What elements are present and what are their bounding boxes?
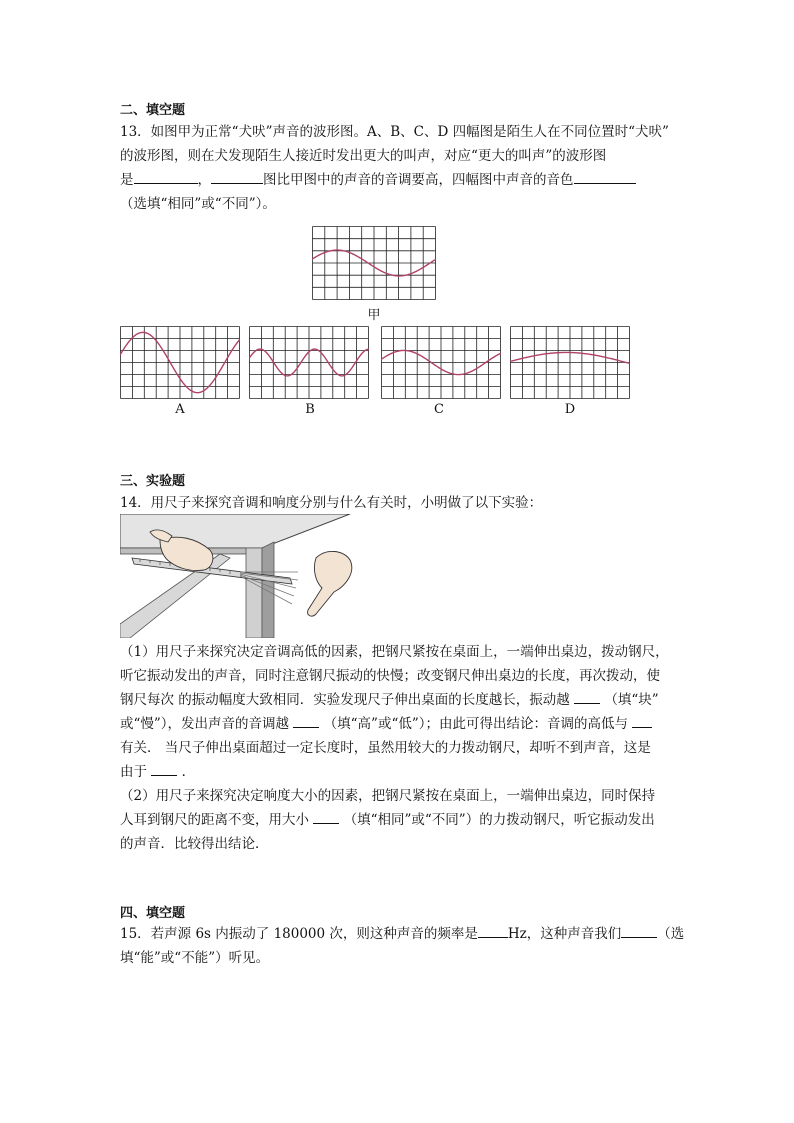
waveform-a-label: A [175,402,185,417]
q14-p1-line4: 或“慢”），发出声音的音调越 （填“高”或“低”）；由此可得出结论：音调的高低与 [120,715,652,733]
answer-blank[interactable] [574,691,600,704]
answer-blank[interactable] [478,925,508,938]
grid-lines [313,227,436,300]
waveform-main-label: 甲 [367,308,381,323]
answer-blank[interactable] [134,171,198,184]
q14-p1-line3: 钢尺每次 的振动幅度大致相同．实验发现尺子伸出桌面的长度越长，振动越 （填“块” [120,692,659,708]
grid-lines [250,327,369,399]
answer-blank[interactable] [574,171,636,184]
q13-line1: 13．如图甲为正常“犬吠”声音的波形图。A、B、C、D 四幅图是陌生人在不同位置时“犬吠” [120,124,669,140]
q15-line1: 15．若声源 6s 内振动了 180000 次，则这种声音的频率是 Hz，这种声音我们 （选 [120,926,685,942]
q13-line4: （选填“相同”或“不同”）。 [120,196,276,212]
answer-blank[interactable] [151,763,177,776]
grid-lines [382,327,501,399]
q13-line3: 是 ， 图比甲图中的声音的音调要高，四幅图中声音的音色 [120,171,636,189]
waveform-c [381,326,501,399]
waveform-a [120,326,240,399]
q14-p2-line1: （2）用尺子来探究决定响度大小的因素，把钢尺紧按在桌面上，一端伸出桌边，同时保持 [120,788,656,804]
waveform-b-label: B [305,402,315,417]
answer-blank[interactable] [632,715,652,728]
waveform-d-label: D [564,402,576,417]
waveform-main [312,226,436,300]
q14-p2-line3: 的声音．比较得出结论． [120,836,269,852]
q14-intro: 14．用尺子来探究音调和响度分别与什么有关时，小明做了以下实验： [120,495,543,511]
section-heading-experiment: 三、实验题 [120,474,186,489]
q14-p1-line6: 由于 ． [120,764,196,780]
waveform-c-label: C [434,402,444,417]
waveform-b [249,326,369,399]
answer-blank[interactable] [621,925,657,938]
ruler-experiment-illustration [120,514,360,638]
section-heading-fill-2: 四、填空题 [120,906,186,921]
answer-blank[interactable] [313,811,339,824]
q14-p2-line2: 人耳到钢尺的距离不变，用大小 （填“相同”或“不同”）的力拨动钢尺，听它振动发出 [120,812,655,828]
answer-blank[interactable] [293,715,319,728]
waveform-d [510,326,630,399]
q14-p1-line5: 有关． 当尺子伸出桌面超过一定长度时，虽然用较大的力拨动钢尺，却听不到声音，这是 [120,740,651,756]
q14-p1-line2: 听它振动发出的声音，同时注意钢尺振动的快慢；改变钢尺伸出桌边的长度，再次拨动，使 [120,668,660,684]
grid-lines [511,327,630,399]
answer-blank[interactable] [211,171,263,184]
q13-line2: 的波形图，则在犬发现陌生人接近时发出更大的叫声，对应“更大的叫声”的波形图 [120,148,607,164]
grid-lines [121,327,240,399]
q15-line2: 填“能”或“不能”）听见。 [120,950,270,966]
section-heading-fill: 二、填空题 [120,103,186,118]
q14-p1-line1: （1）用尺子来探究决定音调高低的因素，把钢尺紧按在桌面上，一端伸出桌边，拨动钢尺， [120,644,669,660]
